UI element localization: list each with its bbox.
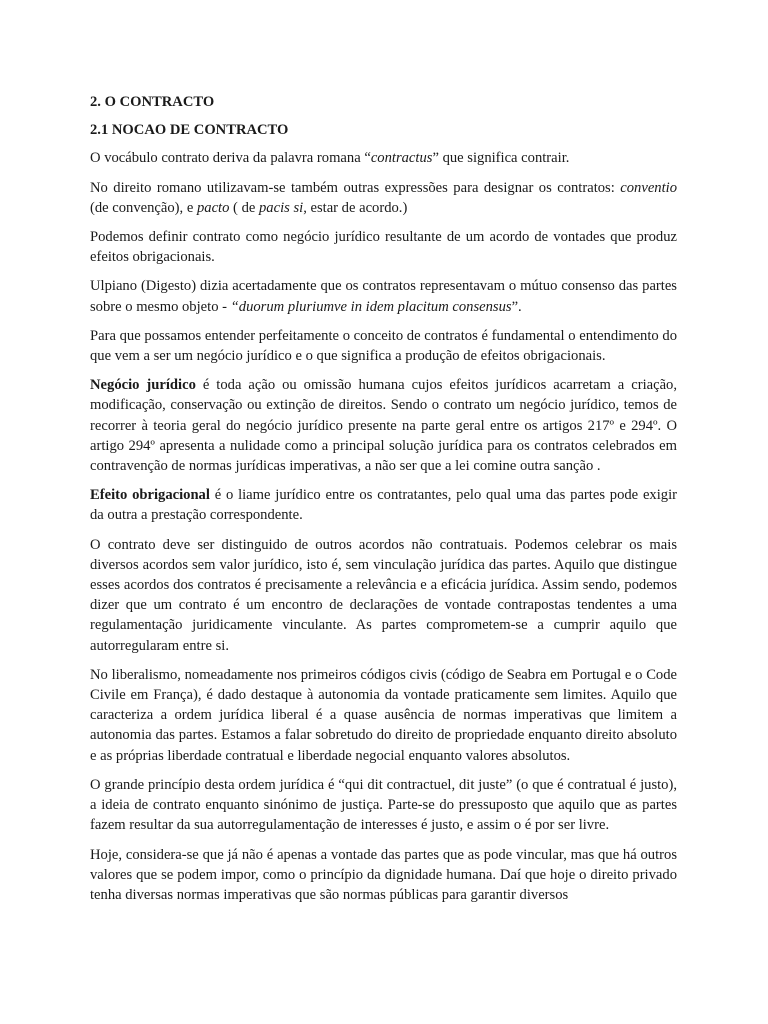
- bold-term: Negócio jurídico: [90, 377, 196, 394]
- text-run: ( de: [229, 199, 259, 216]
- paragraph-liberalism: No liberalismo, nomeadamente nos primeiros códigos civis (código de Seabra em Portugal e o Code Civile em França), é dado destaque à autonomia da vontade praticamente sem limites. Aquilo que caracteriza a ordem jurídica liberal é a quase ausência de normas imperativas que limitem a autonomia das partes. Estamos a falar sobretudo do direito de propriedade enquanto direito absoluto e as próprias liberdade contratual e liberdade negocial enquanto valores absolutos.: [90, 666, 677, 764]
- paragraph-concept: Para que possamos entender perfeitamente o conceito de contratos é fundamental o entendimento do que vem a ser um negócio jurídico e o que significa a produção de efeitos obrigacionais.: [90, 327, 677, 365]
- paragraph-etymology: [90, 148, 677, 168]
- text-run: ” que significa contrair.: [432, 150, 570, 167]
- paragraph-definition: Podemos definir contrato como negócio jurídico resultante de um acordo de vontades que produz efeitos obrigacionais.: [90, 229, 677, 266]
- paragraph-today: Hoje, considera-se que já não é apenas a vontade das partes que as pode vincular, mas que há outros valores que se podem impor, como o princípio da dignidade humana. Daí que hoje o direito privado tenha diversas normas imperativas que são normas públicas para garantir diversos: [90, 846, 677, 903]
- bold-term: Efeito obrigacional: [90, 487, 210, 504]
- text-run: Ulpiano (Digesto) dizia acertadamente que os contratos representavam o mútuo consenso das partes sobre o mesmo objeto -: [90, 278, 677, 315]
- text-run: O vocábulo contrato deriva da palavra romana “: [90, 150, 371, 167]
- latin-term: conventio: [620, 179, 677, 196]
- paragraph-roman-law: [90, 178, 677, 218]
- text-run: No direito romano utilizavam-se também outras expressões para designar os contratos:: [90, 179, 621, 196]
- paragraph-distinction: O contrato deve ser distinguido de outros acordos não contratuais. Podemos celebrar os mais diversos acordos sem valor jurídico, isto é, sem vinculação jurídica das partes. Aquilo que distingue esses acordos dos contratos é precisamente a relevância e a eficácia jurídica. Assim sendo, podemos dizer que um contrato é um encontro de declarações de vontade contrapostas tendentes a uma regulamentação juridicamente vinculante. As partes comprometem-se a cumprir aquilo que autorregularam entre si.: [90, 536, 677, 654]
- latin-term: contractus: [370, 150, 433, 167]
- subsection-heading: 2.1 NOCAO DE CONTRACTO: [90, 122, 289, 139]
- latin-term: pacto: [196, 199, 230, 216]
- latin-term: pacis si: [259, 199, 304, 216]
- paragraph-principle: O grande princípio desta ordem jurídica é “qui dit contractuel, dit juste” (o que é contratual é justo), a ideia de contrato enquanto sinónimo de justiça. Parte-se do pressuposto que aquilo que as partes fazem resultar da sua autorregulamentação de interesses é justo, e assim o é por ser livre.: [90, 776, 677, 834]
- text-run: ”.: [511, 298, 522, 315]
- section-heading: 2. O CONTRACTO: [90, 94, 215, 110]
- paragraph-negocio-juridico: [90, 375, 677, 476]
- paragraph-ulpiano: [90, 276, 677, 316]
- text-run: , estar de acordo.): [303, 199, 408, 216]
- text-run: é o liame jurídico entre os contratantes, pelo qual uma das partes pode exigir da outra a prestação correspondente.: [90, 487, 677, 524]
- text-run: é toda ação ou omissão humana cujos efeitos jurídicos acarretam a criação, modificação, conservação ou extinção de direitos. Sendo o contrato um negócio jurídico, temos de recorrer à teoria geral do negócio jurídico presente na parte geral entre os artigos 217º e 294º. O artigo 294º apresenta a nulidade como a principal solução jurídica para os contratos celebrados em contravenção de normas jurídicas imperativas, a não ser que a lei comine outra sanção .: [90, 377, 678, 475]
- document-page: [90, 92, 677, 912]
- paragraph-efeito-obrigacional: [90, 485, 677, 525]
- text-run: (de convenção), e: [90, 199, 197, 216]
- latin-quote: “duorum pluriumve in idem placitum consensus: [230, 298, 512, 315]
